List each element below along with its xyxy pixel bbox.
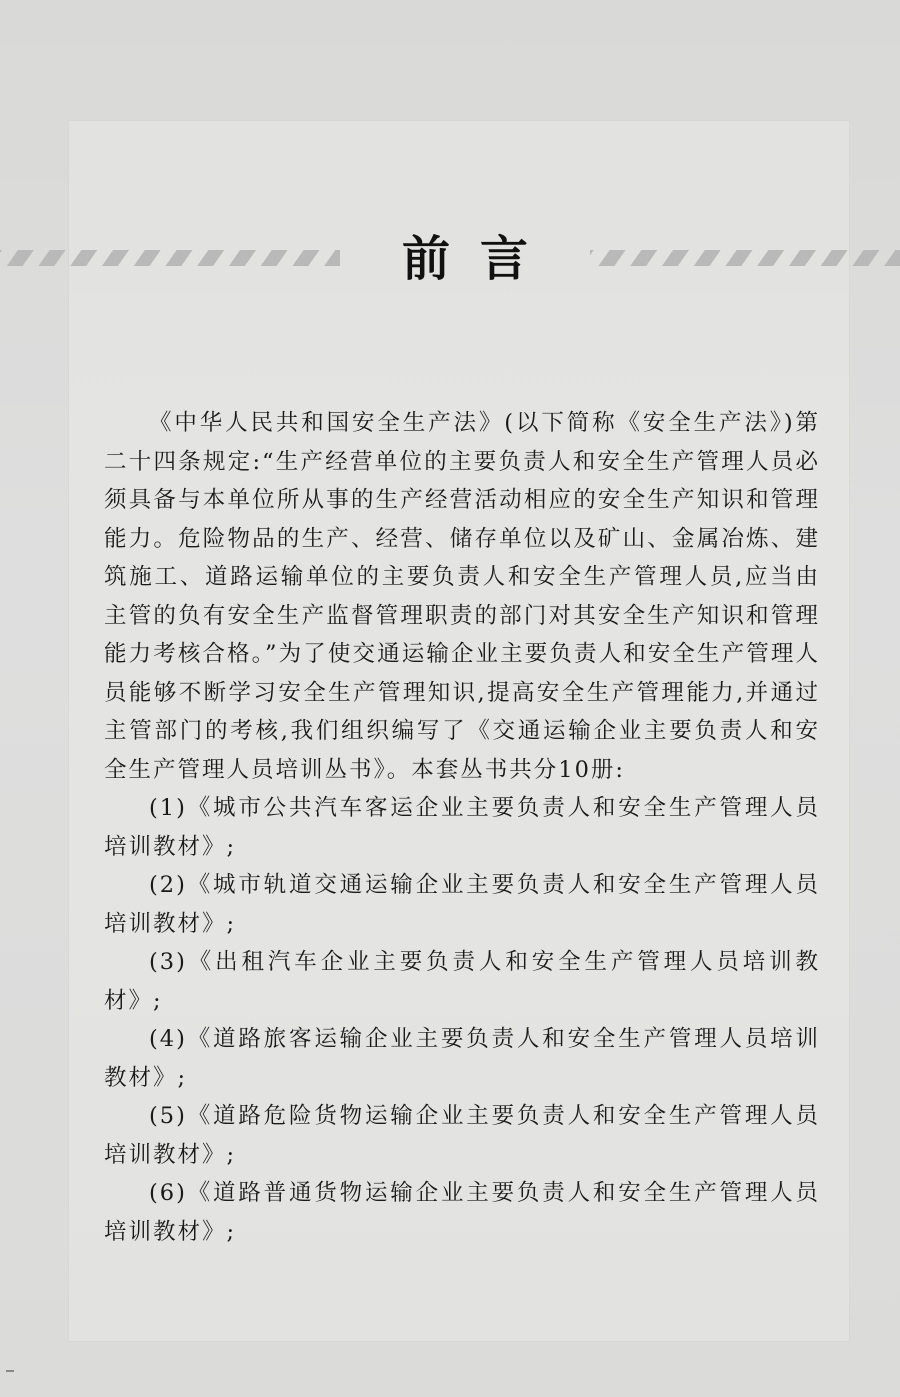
preface-body: [104, 404, 820, 1251]
decorative-stripes-right: [590, 250, 900, 266]
chapter-header: [0, 228, 900, 290]
list-item: (2)《城市轨道交通运输企业主要负责人和安全生产管理人员培训教材》;: [104, 872, 820, 937]
list-item: (5)《道路危险货物运输企业主要负责人和安全生产管理人员培训教材》;: [104, 1103, 820, 1168]
list-item: (6)《道路普通货物运输企业主要负责人和安全生产管理人员培训教材》;: [104, 1180, 820, 1245]
intro-paragraph: 《中华人民共和国安全生产法》(以下简称《安全生产法》)第二十四条规定:“生产经营单位的主要负责人和安全生产管理人员必须具备与本单位所从事的生产经营活动相应的安全生产知识和管理能力。危险物品的生产、经营、储存单位以及矿山、金属冶炼、建筑施工、道路运输单位的主要负责人和安全生产管理人员,应当由主管的负有安全生产监督管理职责的部门对其安全生产知识和管理能力考核合格。”为了使交通运输企业主要负责人和安全生产管理人员能够不断学习安全生产管理知识,提高安全生产管理能力,并通过主管部门的考核,我们组织编写了《交通运输企业主要负责人和安全生产管理人员培训丛书》。本套丛书共分10册:: [104, 410, 820, 783]
list-item: (4)《道路旅客运输企业主要负责人和安全生产管理人员培训教材》;: [104, 1026, 820, 1091]
page-title: 前言: [401, 231, 558, 287]
list-item: (3)《出租汽车企业主要负责人和安全生产管理人员培训教材》;: [104, 949, 820, 1014]
decorative-stripes-left: [0, 250, 340, 266]
list-item: (1)《城市公共汽车客运企业主要负责人和安全生产管理人员培训教材》;: [104, 795, 820, 860]
scan-mark: [6, 1370, 14, 1372]
